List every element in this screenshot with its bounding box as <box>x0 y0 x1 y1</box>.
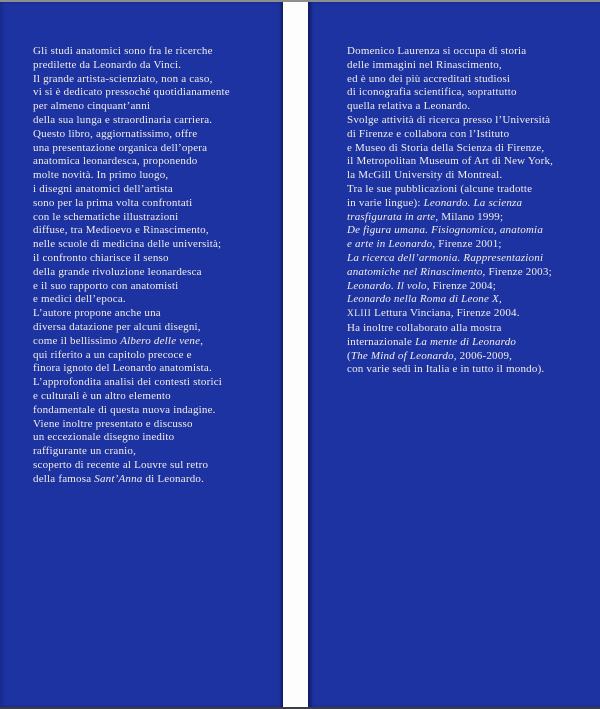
text-segment: finora ignoto del Leonardo anatomista. <box>33 362 212 375</box>
text-line <box>33 114 277 128</box>
text-segment: internazionale <box>347 335 416 348</box>
text-line <box>347 45 596 59</box>
left-flap-text <box>0 1 283 487</box>
text-line <box>347 350 596 364</box>
text-segment: qui riferito a un capitolo precoce e <box>33 348 192 361</box>
text-line <box>33 169 277 183</box>
text-segment: di iconografia scientifica, soprattutto <box>347 86 517 99</box>
text-segment: L’autore propone anche una <box>33 307 161 320</box>
top-edge-line <box>0 0 600 2</box>
text-segment: diversa datazione per alcuni disegni, <box>33 320 201 333</box>
text-line <box>33 238 277 252</box>
text-line <box>33 349 277 363</box>
text-segment: , <box>498 293 502 306</box>
text-line <box>33 224 277 238</box>
text-segment: Albero delle vene <box>120 334 201 347</box>
text-line <box>33 390 277 404</box>
text-line <box>347 224 596 238</box>
text-segment: della famosa <box>33 472 95 485</box>
text-line <box>33 45 277 59</box>
text-segment: come il bellissimo <box>33 334 121 347</box>
text-line <box>33 100 277 114</box>
text-line <box>33 473 277 487</box>
text-segment: predilette da Leonardo da Vinci. <box>33 58 182 71</box>
text-line <box>347 266 596 280</box>
text-line <box>33 307 277 321</box>
text-segment: ed è uno dei più accreditati studiosi <box>347 72 511 85</box>
text-line <box>347 197 596 211</box>
text-line <box>33 445 277 459</box>
text-segment: per almeno cinquant’anni <box>33 100 151 113</box>
text-line <box>33 431 277 445</box>
text-line <box>347 169 596 183</box>
text-segment: , 2006-2009, <box>453 349 513 362</box>
text-segment: , Firenze 2004; <box>426 279 496 292</box>
text-segment: e il suo rapporto con anatomisti <box>33 279 179 292</box>
text-segment: di Firenze e collabora con l’Istituto <box>347 127 510 140</box>
text-line <box>33 211 277 225</box>
text-segment: , <box>200 334 204 347</box>
text-segment: Il grande artista-scienziato, non a caso, <box>33 72 213 85</box>
text-segment: i disegni anatomici dell’artista <box>33 182 173 195</box>
text-segment: La ricerca dell’armonia. Rappresentazioni <box>347 251 544 264</box>
text-line <box>33 252 277 266</box>
text-segment: e arte in Leonardo <box>347 238 433 251</box>
text-line <box>347 293 596 307</box>
text-segment: Leonardo nella Roma di Leone X <box>347 293 499 306</box>
text-segment: una presentazione organica dell’opera <box>33 141 208 154</box>
text-segment: fondamentale di questa nuova indagine. <box>33 403 216 416</box>
text-segment: , Firenze 2001; <box>432 238 502 251</box>
text-segment: XLIII <box>347 309 372 320</box>
text-segment: Viene inoltre presentato e discusso <box>33 417 193 430</box>
text-segment: in varie lingue): <box>347 196 424 209</box>
text-segment: diffuse, tra Medioevo e Rinascimento, <box>33 224 209 237</box>
text-segment: Leonardo. La scienza <box>423 196 523 209</box>
text-segment: il Metropolitan Museum of Art di New York, <box>347 155 554 168</box>
text-segment: De figura umana. Fisiognomica, anatomia <box>347 224 544 237</box>
text-line <box>33 418 277 432</box>
text-line <box>33 404 277 418</box>
text-segment: con le schematiche illustrazioni <box>33 210 179 223</box>
text-segment: raffigurante un cranio, <box>33 445 137 458</box>
text-line <box>347 322 596 336</box>
text-segment: Gli studi anatomici sono fra le ricerche <box>33 45 213 57</box>
text-line <box>347 211 596 225</box>
text-segment: nelle scuole di medicina delle università; <box>33 238 222 251</box>
text-line <box>33 197 277 211</box>
text-line <box>33 362 277 376</box>
text-segment: La mente di Leonardo <box>415 335 517 348</box>
text-segment: molte novità. In primo luogo, <box>33 169 169 182</box>
center-spine-gap <box>283 0 308 709</box>
text-segment: Questo libro, aggiornatissimo, offre <box>33 127 198 140</box>
text-line <box>347 155 596 169</box>
text-line <box>347 100 596 114</box>
text-segment: di Leonardo. <box>142 472 205 485</box>
text-segment: e medici dell’epoca. <box>33 293 126 306</box>
text-line <box>33 280 277 294</box>
text-segment: Svolge attività di ricerca presso l’Università <box>347 113 551 126</box>
right-flap-panel <box>308 1 600 708</box>
text-line <box>33 73 277 87</box>
text-segment: sono per la prima volta confrontati <box>33 196 193 209</box>
text-segment: Tra le sue pubblicazioni (alcune tradotte <box>347 182 533 195</box>
left-flap-panel <box>0 1 283 708</box>
text-line <box>33 86 277 100</box>
text-segment: Domenico Laurenza si occupa di storia <box>347 45 527 57</box>
text-segment: , Milano 1999; <box>435 210 504 223</box>
text-segment: Sant’Anna <box>94 472 143 485</box>
text-segment: , Firenze 2003; <box>482 265 552 278</box>
text-line <box>33 142 277 156</box>
text-segment: della grande rivoluzione leonardesca <box>33 265 202 278</box>
text-line <box>347 86 596 100</box>
text-segment: Lettura Vinciana, Firenze 2004. <box>371 307 520 320</box>
text-segment: trasfigurata in arte <box>347 210 436 223</box>
text-line <box>347 238 596 252</box>
text-segment: ( <box>347 349 351 362</box>
text-segment: Ha inoltre collaborato alla mostra <box>347 321 502 334</box>
text-line <box>33 335 277 349</box>
text-segment: e Museo di Storia della Scienza di Firenze, <box>347 141 545 154</box>
text-segment: L’approfondita analisi dei contesti storici <box>33 376 223 389</box>
right-flap-text <box>308 1 600 377</box>
text-line <box>33 183 277 197</box>
text-segment: Leonardo. Il volo <box>347 279 427 292</box>
text-line <box>33 459 277 473</box>
text-line <box>347 128 596 142</box>
text-line <box>347 73 596 87</box>
text-line <box>347 142 596 156</box>
text-line <box>33 376 277 390</box>
text-line <box>347 363 596 377</box>
text-line <box>347 183 596 197</box>
text-segment: e culturali è un altro elemento <box>33 389 171 402</box>
text-line <box>33 266 277 280</box>
text-line <box>33 321 277 335</box>
text-segment: anatomiche nel Rinascimento <box>347 265 483 278</box>
text-segment: la McGill University di Montreal. <box>347 169 503 182</box>
text-segment: con varie sedi in Italia e in tutto il mondo). <box>347 363 545 376</box>
text-line <box>33 128 277 142</box>
text-line <box>33 293 277 307</box>
text-line <box>33 155 277 169</box>
text-line <box>347 280 596 294</box>
text-segment: scoperto di recente al Louvre sul retro <box>33 458 209 471</box>
text-line <box>347 336 596 350</box>
text-segment: anatomica leonardesca, proponendo <box>33 155 198 168</box>
text-segment: un eccezionale disegno inedito <box>33 431 175 444</box>
text-segment: il confronto chiarisce il senso <box>33 251 169 264</box>
text-segment: delle immagini nel Rinascimento, <box>347 58 502 71</box>
text-line <box>347 307 596 322</box>
text-line <box>347 252 596 266</box>
text-line <box>347 59 596 73</box>
text-segment: quella relativa a Leonardo. <box>347 100 471 113</box>
text-line <box>347 114 596 128</box>
text-segment: della sua lunga e straordinaria carriera. <box>33 113 213 126</box>
text-segment: vi si è dedicato pressoché quotidianamente <box>33 86 230 99</box>
text-line <box>33 59 277 73</box>
text-segment: The Mind of Leonardo <box>350 349 454 362</box>
